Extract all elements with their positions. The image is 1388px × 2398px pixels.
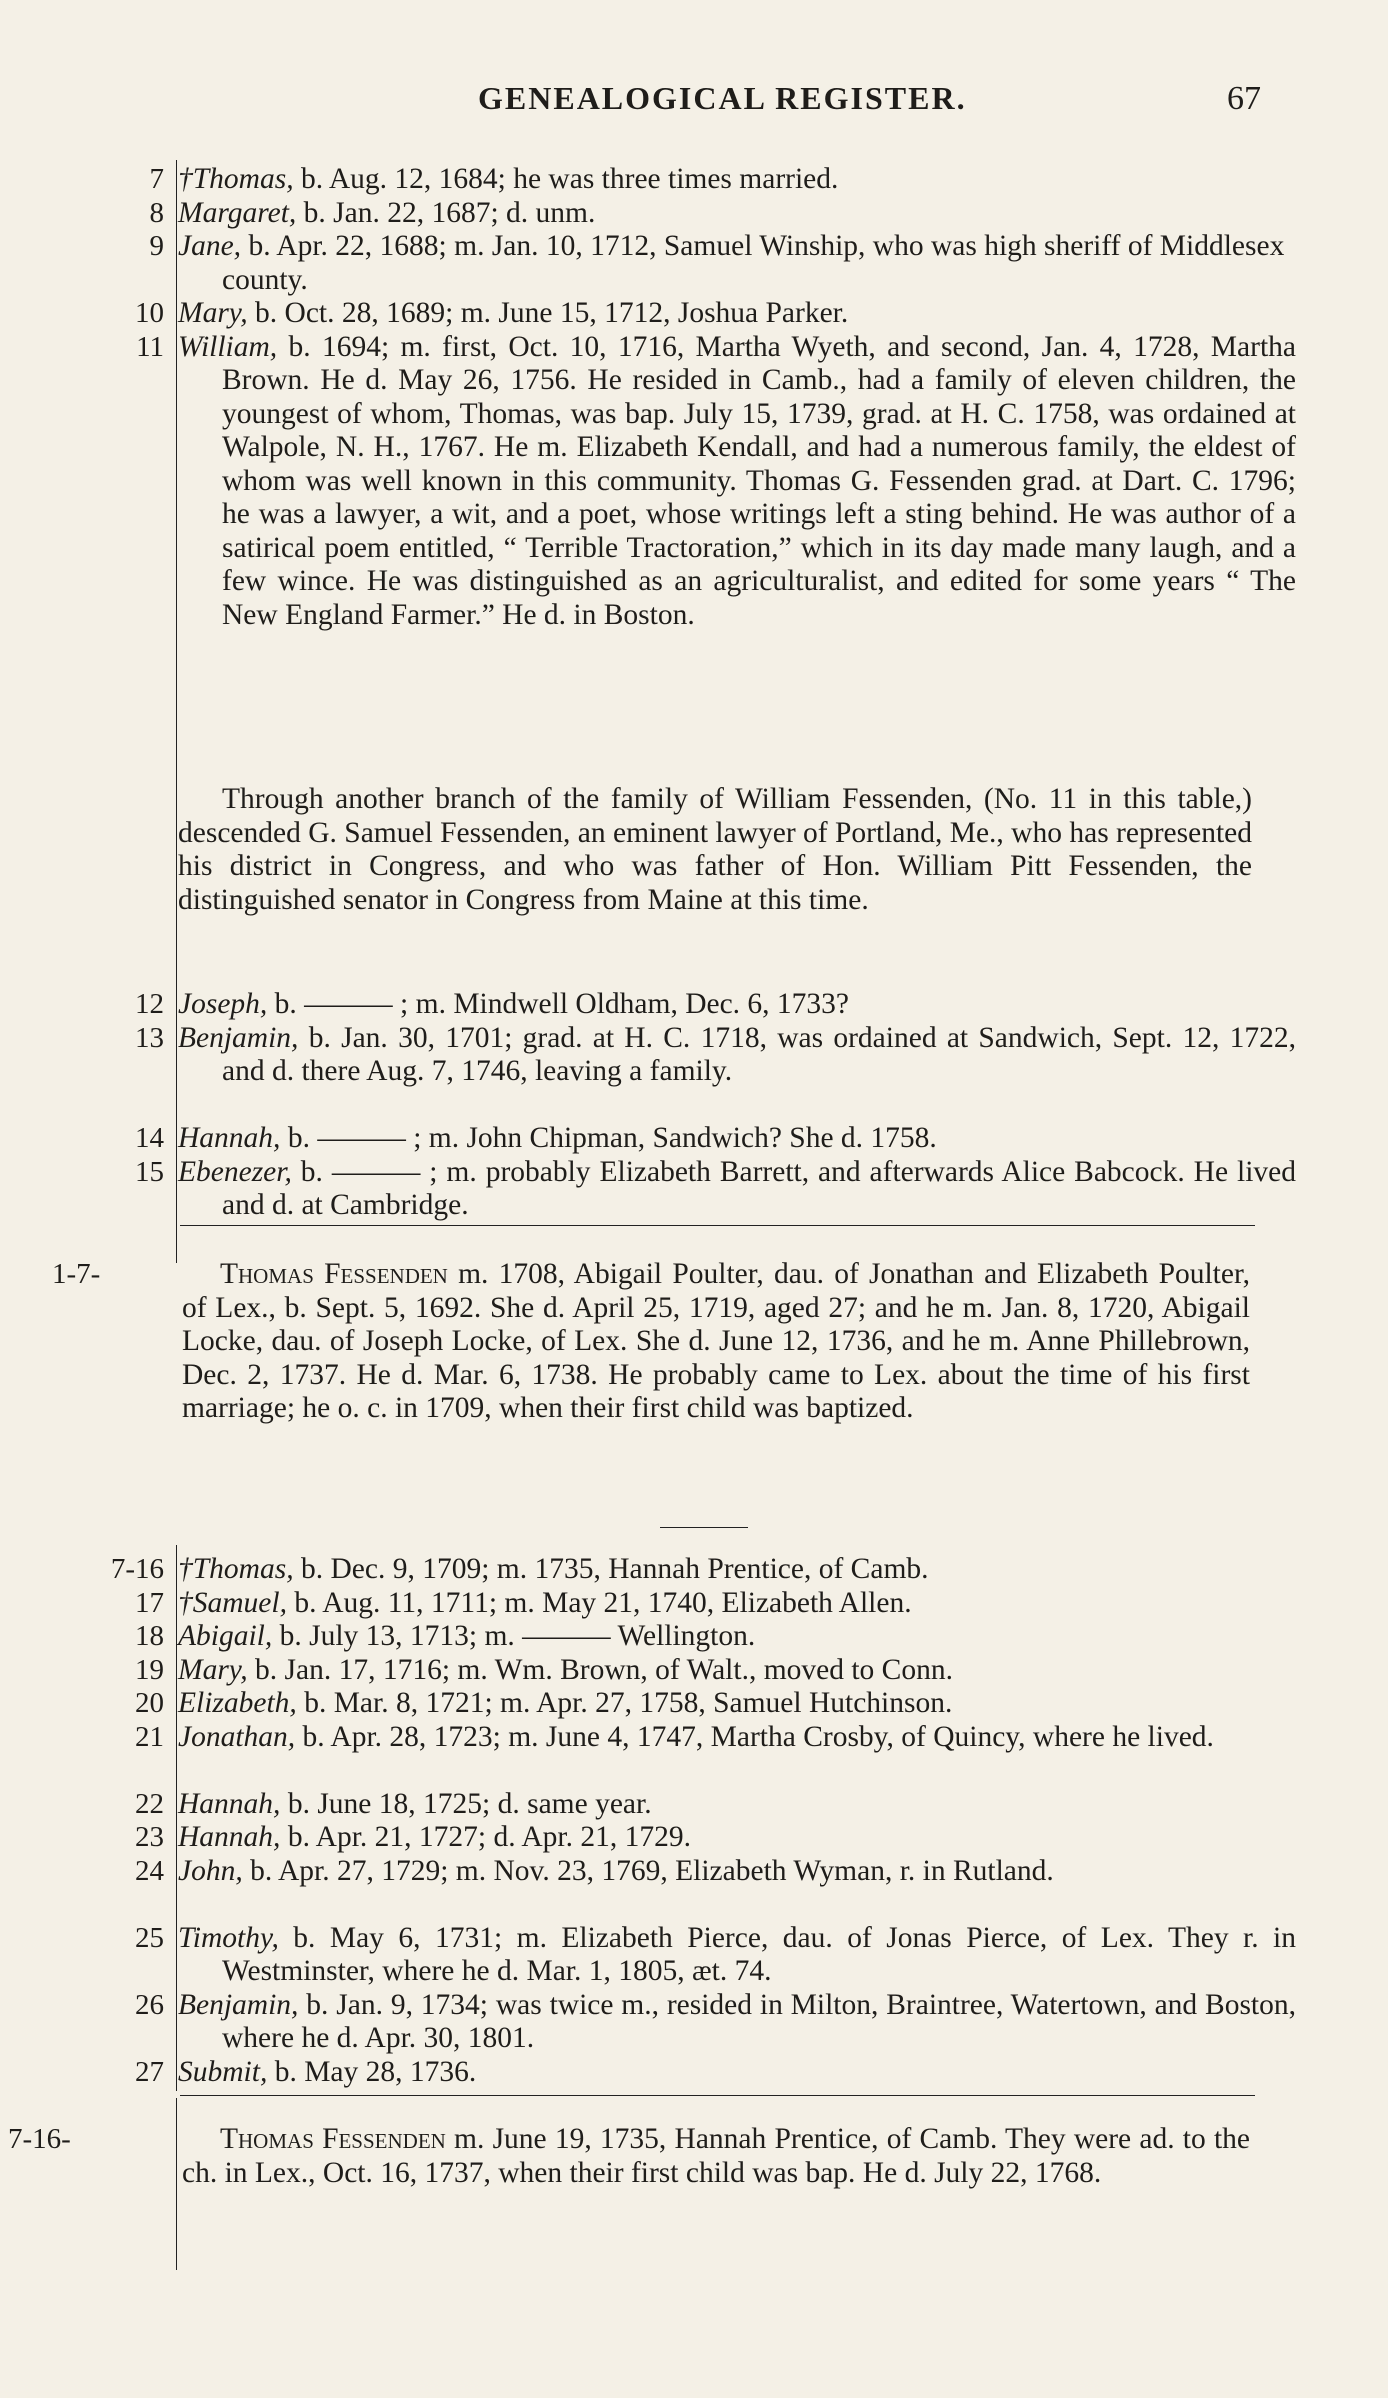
entry-detail: b. 1694; m. first, Oct. 10, 1716, Martha Wyeth, and second, Jan. 4, 1728, Martha Brown. He d. May 26, 1756. He resided in Camb., had a family of eleven children, the youngest of whom, Thomas, was bap. July 15, 1739, grad. at H. C. 1758, was ordained at Walpole, N. H., 1767. He m. Elizabeth Kendall, and had a numerous family, the eldest of whom was well known in this community. Thomas G. Fessenden grad. at Dart. C. 1796; he was a lawyer, a wit, and a poet, whose writings left a sting behind. He was author of a satirical poem entitled, “ Terrible Tractoration,” which in its day made many laugh, and a few wince. He was distinguished as an agriculturalist, and edited for some years “ The New England Farmer.” He d. in Boston. [222,330,1296,631]
section-divider [180,1225,1255,1226]
entry-number: 11 [136,330,164,363]
entry-detail: b. Jan. 22, 1687; d. unm. [296,196,596,229]
entry-name: Elizabeth, [178,1687,297,1719]
list-item [178,1989,1296,2056]
entry-number: 15 [135,1155,164,1188]
entry-name: John, [178,1854,243,1887]
entry-number: 22 [135,1787,164,1820]
paragraph-text: m. June 19, 1735, Hannah Prentice, of Camb. They were ad. to the ch. in Lex., Oct. 16, 1737, when their first child was bap. He d. July 22, 1768. [182,2123,1250,2189]
entry-detail: b. Apr. 27, 1729; m. Nov. 23, 1769, Elizabeth Wyman, r. in Rutland. [242,1854,1054,1887]
entry-name: Benjamin, [178,1021,299,1054]
paragraph-text: Through another branch of the family of William Fessenden, (No. 11 in this table,) descended G. Samuel Fessenden, an eminent lawyer of Portland, Me., who has represented his district in Congress, and who was father of Hon. William Pitt Fessenden, the distinguished senator in Congress from Maine at this time. [178,783,1252,916]
list-item [178,197,1296,231]
list-item [178,1687,1296,1721]
list-item [178,1721,1296,1755]
running-title: GENEALOGICAL REGISTER. [478,80,967,116]
entry-name: Hannah, [178,1821,281,1853]
entry-number: 21 [135,1720,164,1753]
entry-number: 23 [135,1821,164,1853]
entry-name: Mary, [178,1653,248,1686]
entry-number: 7 [149,163,164,195]
entry-name: Timothy, [178,1921,279,1954]
entry-name: †Samuel, [178,1586,287,1619]
list-item [178,297,1296,331]
list-item [178,163,1296,197]
page-number: 67 [1227,80,1261,117]
number-column-rule [176,1545,177,2091]
entry-number: 20 [135,1687,164,1719]
entry-detail: b. Apr. 22, 1688; m. Jan. 10, 1712, Samuel Winship, who was high sheriff of Middlesex county. [222,230,1285,296]
entry-name: Hannah, [178,1122,281,1154]
number-column-rule [176,160,177,1263]
entry-name: Mary, [178,297,248,329]
entry-number: 14 [135,1122,164,1154]
entry-number: 26 [135,1988,164,2021]
entry-detail: b. ——— ; m. John Chipman, Sandwich? She d. 1758. [280,1122,937,1154]
entry-name: Margaret, [178,196,297,229]
entry-name: Jane, [178,230,242,262]
paragraph [182,1258,1250,1426]
entry-name: Ebenezer, [178,1155,292,1188]
paragraph-text: m. 1708, Abigail Poulter, dau. of Jonathan and Elizabeth Poulter, of Lex., b. Sept. 5, 1692. She d. April 25, 1719, aged 27; and he m. Jan. 8, 1720, Abigail Locke, dau. of Joseph Locke, of Lex. She d. June 12, 1736, and he m. Anne Phillebrown, Dec. 2, 1737. He d. Mar. 6, 1738. He probably came to Lex. about the time of his first marriage; he o. c. in 1709, when their first child was baptized. [182,1258,1250,1424]
list-item [178,988,1296,1022]
entry-number: 17 [135,1586,164,1619]
entry-number: 19 [135,1653,164,1686]
entry-detail: b. Jan. 17, 1716; m. Wm. Brown, of Walt., moved to Conn. [247,1653,953,1686]
entry-detail: b. ——— ; m. Mindwell Oldham, Dec. 6, 1733? [267,988,850,1020]
short-divider [660,1527,748,1528]
entry-detail: b. May 6, 1731; m. Elizabeth Pierce, dau. of Jonas Pierce, of Lex. They r. in Westminster, where he d. Mar. 1, 1805, æt. 74. [222,1921,1296,1987]
entry-detail: b. June 18, 1725; d. same year. [280,1787,652,1820]
entry-detail: b. Apr. 28, 1723; m. June 4, 1747, Martha Crosby, of Quincy, where he lived. [295,1720,1214,1753]
list-item [178,1654,1296,1688]
entry-detail: b. May 28, 1736. [267,2055,477,2088]
entry-number: 18 [135,1620,164,1652]
entry-number: 13 [135,1021,164,1054]
list-item [178,1855,1296,1889]
paragraph [182,2123,1250,2190]
entry-name: Jonathan, [178,1720,296,1753]
entry-number: 9 [149,230,164,262]
list-item [178,1922,1296,1989]
list-item [178,1553,1296,1587]
entry-detail: b. Aug. 12, 1684; he was three times married. [293,163,839,195]
entry-name: Joseph, [178,988,268,1020]
entry-detail: b. Aug. 11, 1711; m. May 21, 1740, Elizabeth Allen. [286,1586,912,1619]
entry-number: 8 [149,196,164,229]
entry-detail: b. ——— ; m. probably Elizabeth Barrett, and afterwards Alice Babcock. He lived and d. at Cambridge. [222,1155,1296,1221]
list-item [178,1788,1296,1822]
list-item [178,331,1296,633]
entry-detail: b. Oct. 28, 1689; m. June 15, 1712, Joshua Parker. [247,297,849,329]
list-item [178,230,1296,297]
cross-reference: 7-16- [8,2123,71,2155]
number-column-rule [176,2098,177,2270]
entry-number: 25 [135,1921,164,1954]
entry-number: 10 [135,297,164,329]
entry-name: †Thomas, [178,1553,294,1585]
entry-name: Hannah, [178,1787,281,1820]
list-item [178,2056,1296,2090]
person-name: Thomas Fessenden [220,1258,448,1290]
entry-number: 12 [135,988,164,1020]
entry-detail: b. Mar. 8, 1721; m. Apr. 27, 1758, Samuel Hutchinson. [296,1687,953,1719]
list-item [178,1022,1296,1089]
entry-name: Submit, [178,2055,268,2088]
list-item [178,1122,1296,1156]
entry-detail: b. Jan. 9, 1734; was twice m., resided in Milton, Braintree, Watertown, and Boston, where he d. Apr. 30, 1801. [222,1988,1296,2054]
section-divider [180,2095,1255,2096]
entry-name: Benjamin, [178,1988,299,2021]
list-item [178,1821,1296,1855]
entry-number: 7-16 [110,1553,164,1585]
entry-detail: b. July 13, 1713; m. ——— Wellington. [272,1620,756,1652]
list-item [178,1156,1296,1223]
entry-number: 24 [135,1854,164,1887]
list-item [178,1587,1296,1621]
entry-name: Abigail, [178,1620,273,1652]
list-item [178,1620,1296,1654]
entry-name: †Thomas, [178,163,294,195]
entry-name: William, [178,330,278,363]
page-header [176,80,1261,130]
cross-reference: 1-7- [52,1258,101,1290]
entry-detail: b. Jan. 30, 1701; grad. at H. C. 1718, was ordained at Sandwich, Sept. 12, 1722, and d. there Aug. 7, 1746, leaving a family. [222,1021,1296,1087]
entry-number: 27 [135,2055,164,2088]
person-name: Thomas Fessenden [220,2123,446,2155]
entry-detail: b. Apr. 21, 1727; d. Apr. 21, 1729. [280,1821,692,1853]
entry-detail: b. Dec. 9, 1709; m. 1735, Hannah Prentice, of Camb. [293,1553,929,1585]
paragraph [178,783,1252,917]
